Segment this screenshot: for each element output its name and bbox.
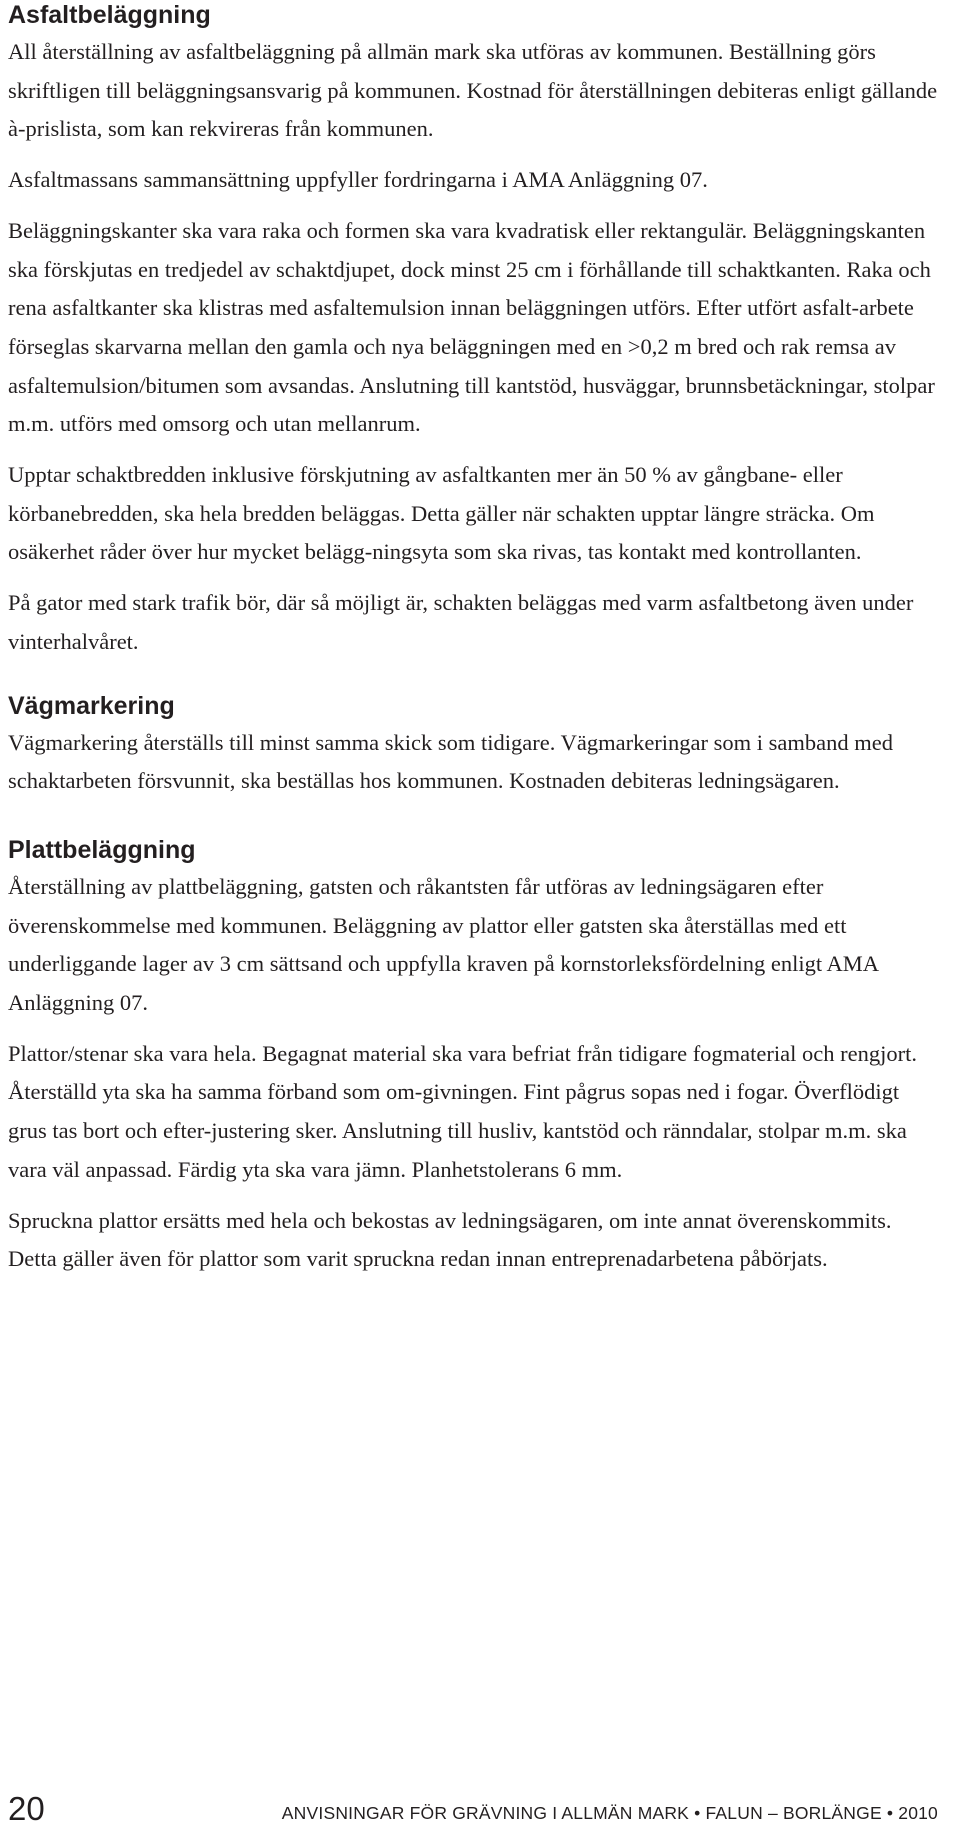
paragraph: Plattor/stenar ska vara hela. Begagnat material ska vara befriat från tidigare fogmaterial och rengjort. Återställd yta ska ha samma förband som om-givningen. Fint pågrus sopas ned i fogar. Överflödigt grus tas bort och efter-justering sker. Anslutning till husliv, kantstöd och ränndalar, stolpar m.m. ska vara väl anpassad. Färdig yta ska vara jämn. Planhetstolerans 6 mm.: [8, 1040, 917, 1182]
document-page: [8, 0, 938, 1279]
section-heading-plattbelaggning: Plattbeläggning: [8, 835, 196, 864]
paragraph: Återställning av plattbeläggning, gatsten och råkantsten får utföras av ledningsägaren efter överenskommelse med kommunen. Beläggning av plattor eller gatsten ska återställas med ett underliggande lager av 3 cm sättsand och uppfylla kraven på kornstorleksfördelning enligt AMA Anläggning 07.: [8, 873, 878, 1016]
paragraph: Beläggningskanter ska vara raka och formen ska vara kvadratisk eller rektangulär. Beläggningskanten ska förskjutas en tredjedel av schaktdjupet, dock minst 25 cm i förhållande till schaktkanten. Raka och rena asfaltkanter ska klistras med asfaltemulsion innan beläggningen utförs. Efter utfört asfalt-arbete förseglas skarvarna mellan den gamla och nya beläggningen med en >0,2 m bred och rak remsa av asfaltemulsion/bitumen som avsandas. Anslutning till kantstöd, husväggar, brunnsbetäckningar, stolpar m.m. utförs med omsorg och utan mellanrum.: [8, 217, 935, 437]
page-footer: [8, 1787, 938, 1827]
paragraph: Spruckna plattor ersätts med hela och bekostas av ledningsägaren, om inte annat överenskommits. Detta gäller även för plattor som varit spruckna redan innan entreprenadarbetena påbörjats.: [8, 1207, 892, 1272]
section-heading-asfaltbelaggning: Asfaltbeläggning: [8, 1, 211, 29]
running-title: ANVISNINGAR FÖR GRÄVNING I ALLMÄN MARK • FALUN – BORLÄNGE • 2010: [281, 1803, 938, 1823]
paragraph: På gator med stark trafik bör, där så möjligt är, schakten beläggas med varm asfaltbetong även under vinterhalvåret.: [8, 590, 914, 654]
page-number: 20: [8, 1790, 45, 1827]
section-heading-vagmarkering: Vägmarkering: [8, 691, 175, 720]
paragraph: Vägmarkering återställs till minst samma skick som tidigare. Vägmarkeringar som i samband med schaktarbeten försvunnit, ska beställas hos kommunen. Kostnaden debiteras ledningsägaren.: [8, 729, 894, 794]
paragraph: Upptar schaktbredden inklusive förskjutning av asfaltkanten mer än 50 % av gångbane- eller körbanebredden, ska hela bredden beläggas. Detta gäller när schakten upptar längre sträcka. Om osäkerhet råder över hur mycket belägg-ningsyta som ska rivas, tas kontakt med kontrollanten.: [8, 462, 875, 565]
paragraph: All återställning av asfaltbeläggning på allmän mark ska utföras av kommunen. Beställning görs skriftligen till beläggningsansvarig på kommunen. Kostnad för återställningen debiteras enligt gällande à-prislista, som kan rekvireras från kommunen.: [8, 39, 938, 142]
paragraph: Asfaltmassans sammansättning uppfyller fordringarna i AMA Anläggning 07.: [8, 167, 708, 193]
